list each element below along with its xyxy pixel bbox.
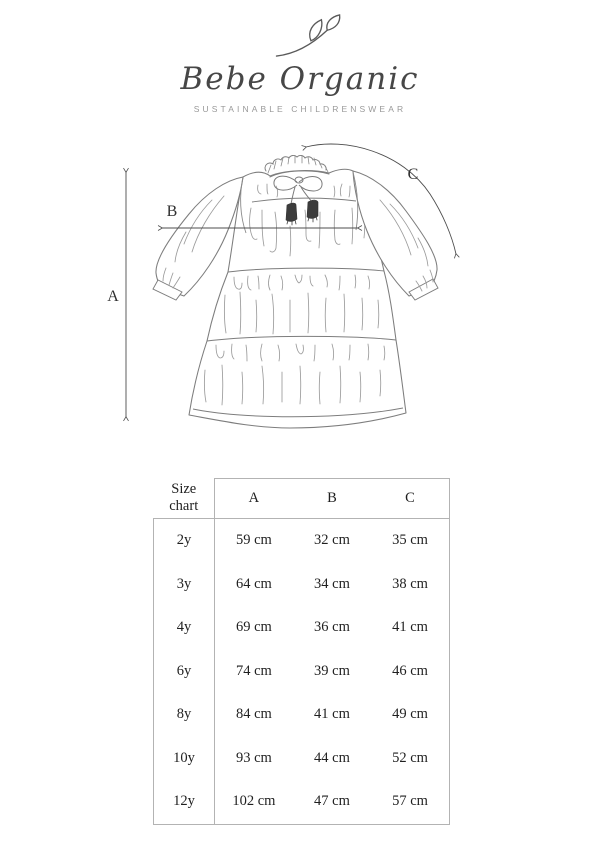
value-b: 47 cm [293,780,371,824]
value-c: 38 cm [371,563,449,607]
value-c: 35 cm [371,519,449,563]
dress-sketch [153,155,438,428]
size-table [153,478,450,825]
value-a: 59 cm [235,532,272,549]
table-row [154,737,450,781]
value-c: 49 cm [371,693,449,737]
corner-line2: chart [169,498,199,515]
table-row [154,519,450,563]
measurement-diagram [0,130,600,460]
value-b: 32 cm [314,532,350,549]
size-label: 10y [154,737,215,781]
size-label: 12y [154,780,215,824]
brand-header [0,0,600,130]
size-label: 2y [154,519,215,563]
measurement-label-c: C [407,166,419,183]
value-b: 41 cm [314,706,350,723]
corner-line1: Size [171,481,197,498]
value-c: 46 cm [371,650,449,694]
size-label: 8y [154,693,215,737]
size-label: 6y [154,650,215,694]
value-a: 64 cm [235,575,272,592]
value-b: 34 cm [314,575,350,592]
brand-tagline: SUSTAINABLE CHILDRENSWEAR [193,104,407,114]
brand-name: Bebe Organic [180,61,420,97]
table-row [154,693,450,737]
measurement-label-b: B [166,203,178,220]
table-row [154,563,450,607]
table-row [154,606,450,650]
value-c: 52 cm [371,737,449,781]
value-c: 41 cm [371,606,449,650]
value-b: 36 cm [314,619,350,636]
value-b: 44 cm [314,749,350,766]
size-label: 4y [154,606,215,650]
value-a: 69 cm [235,619,272,636]
table-row [154,650,450,694]
column-header-b: B [293,479,371,519]
measurement-label-a: A [107,288,119,305]
value-c: 57 cm [371,780,449,824]
value-a: 93 cm [235,749,272,766]
value-a: 84 cm [235,706,272,723]
value-b: 39 cm [314,662,350,679]
value-a: 74 cm [235,662,272,679]
size-label: 3y [154,563,215,607]
size-table-corner [154,479,215,519]
table-row [154,780,450,824]
column-header-c: C [371,479,449,519]
sprig-leaf-icon [271,14,347,58]
value-a: 102 cm [215,780,293,824]
size-table-header-row [154,479,450,519]
column-header-a: A [215,479,293,519]
